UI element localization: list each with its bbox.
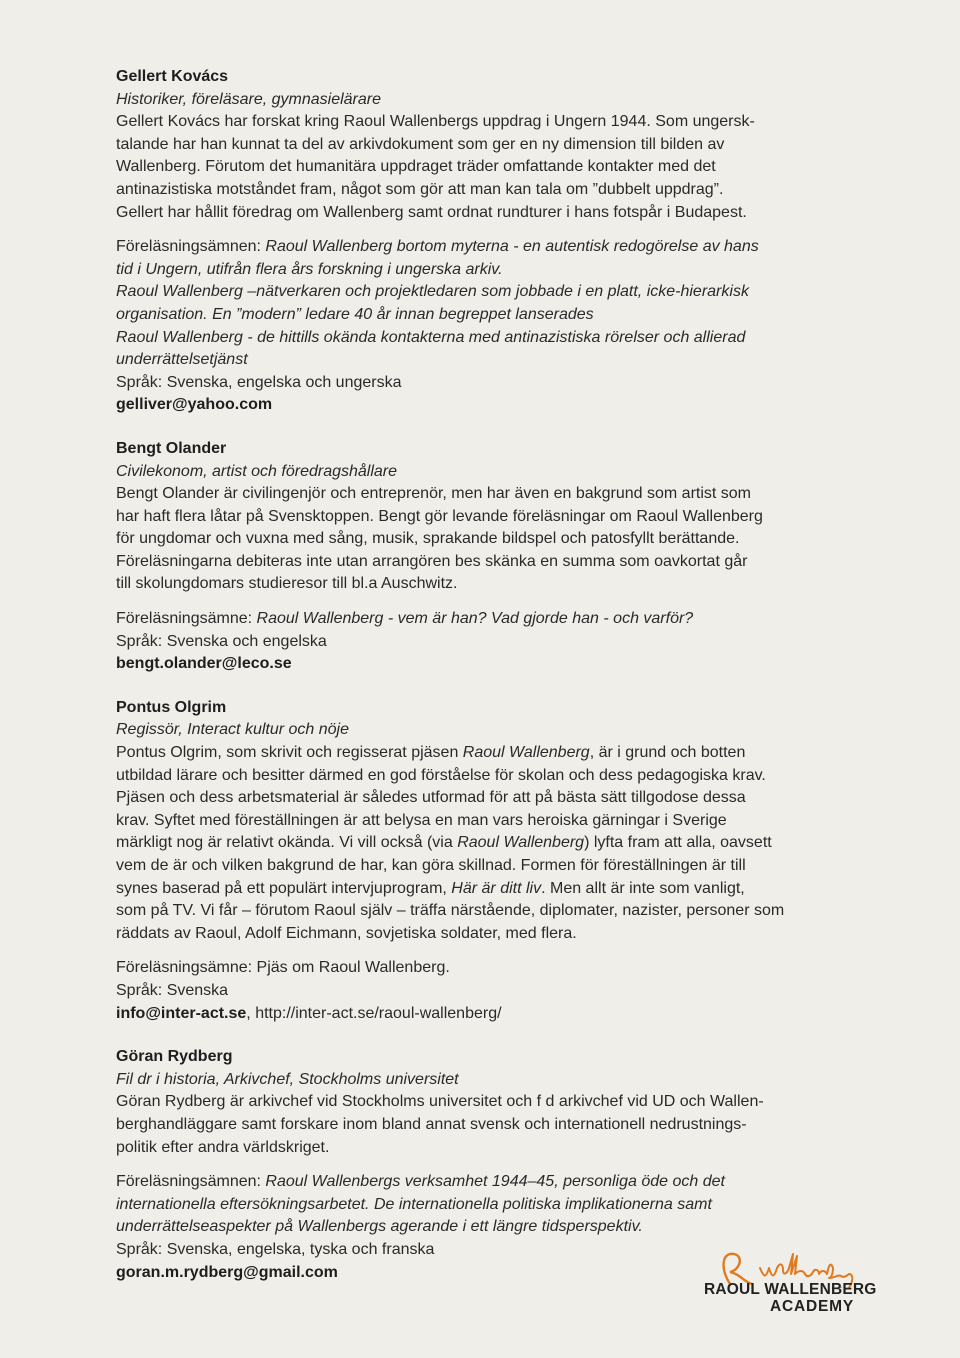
- bio-line: synes baserad på ett populärt intervjuprogram, Här är ditt liv. Men allt är inte som vanligt,: [116, 879, 745, 897]
- bio-line: för ungdomar och vuxna med sång, musik, sprakande bildspel och patosfyllt berättande.: [116, 530, 740, 548]
- bio-line: Föreläsningarna debiteras inte utan arrangören bes skänka en summa som oavkortat går: [116, 552, 748, 570]
- languages: Språk: Svenska, engelska och ungerska: [116, 373, 402, 391]
- person-bio: [116, 1091, 836, 1159]
- topic-line: Raoul Wallenberg –nätverkaren och projektledaren som jobbade i en platt, icke-hierarkisk: [116, 283, 749, 301]
- lecture-topics: [116, 608, 836, 631]
- person-role: Historiker, föreläsare, gymnasielärare: [116, 90, 381, 108]
- bio-line: Gellert Kovács har forskat kring Raoul Wallenbergs uppdrag i Ungern 1944. Som ungersk-: [116, 113, 755, 131]
- bio-line: antinazistiska motståndet fram, något som gör att man kan tala om ”dubbelt uppdrag”.: [116, 180, 724, 198]
- bio-line: har haft flera låtar på Svensktoppen. Bengt gör levande föreläsningar om Raoul Wallenberg: [116, 507, 763, 525]
- logo-line2: ACADEMY: [770, 1298, 854, 1315]
- person-bio: [116, 742, 836, 945]
- bio-line: politik efter andra världskriget.: [116, 1138, 330, 1156]
- languages: Språk: Svenska, engelska, tyska och franska: [116, 1240, 435, 1258]
- lecture-topics: [116, 236, 836, 372]
- person-name: Bengt Olander: [116, 439, 227, 457]
- logo-line1: RAOUL WALLENBERG: [704, 1281, 877, 1298]
- topic-line: Raoul Wallenberg bortom myterna - en autentisk redogörelse av hans: [265, 238, 759, 256]
- languages: Språk: Svenska och engelska: [116, 632, 327, 650]
- person-bengt-olander: [116, 438, 836, 676]
- topics-label: Föreläsningsämne:: [116, 610, 257, 628]
- document-body: [116, 66, 836, 1305]
- person-pontus-olgrim: [116, 697, 836, 1025]
- topic-line: underrättelsetjänst: [116, 351, 248, 369]
- email-link[interactable]: gelliver@yahoo.com: [116, 396, 273, 414]
- topics-label: Föreläsningsämnen:: [116, 1173, 266, 1191]
- person-bio: [116, 483, 836, 596]
- topic-line: organisation. En ”modern” ledare 40 år innan begreppet lanserades: [116, 305, 594, 323]
- bio-line: märkligt nog är relativt okända. Vi vill också (via Raoul Wallenberg) lyfta fram att alla, oavsett: [116, 834, 772, 852]
- bio-line: Bengt Olander är civilingenjör och entreprenör, men har även en bakgrund som artist som: [116, 485, 752, 503]
- topic-line: tid i Ungern, utifrån flera års forskning i ungerska arkiv.: [116, 260, 503, 278]
- person-role: Regissör, Interact kultur och nöje: [116, 721, 350, 739]
- bio-line: Gellert har hållit föredrag om Wallenberg samt ordnat rundturer i hans fotspår i Budapest.: [116, 203, 747, 221]
- bio-line: utbildad lärare och besitter därmed en god förståelse för skolan och dess pedagogiska krav.: [116, 766, 766, 784]
- person-name: Gellert Kovács: [116, 68, 229, 85]
- bio-line: Pontus Olgrim, som skrivit och regisserat pjäsen Raoul Wallenberg, är i grund och botten: [116, 744, 746, 762]
- languages: Språk: Svenska: [116, 981, 229, 999]
- email-link[interactable]: goran.m.rydberg@gmail.com: [116, 1263, 338, 1281]
- topics-label: Föreläsningsämnen:: [116, 238, 266, 256]
- lecture-topics: [116, 1171, 836, 1239]
- topic-line: underrättelseaspekter på Wallenbergs agerande i ett längre tidsperspektiv.: [116, 1218, 643, 1236]
- raoul-wallenberg-academy-logo: [700, 1248, 910, 1318]
- bio-line: Göran Rydberg är arkivchef vid Stockholms universitet och f d arkivchef vid UD och Wallen-: [116, 1093, 764, 1111]
- topic-line: Raoul Wallenbergs verksamhet 1944–45, personliga öde och det: [265, 1173, 725, 1191]
- person-gellert-kovacs: [116, 66, 836, 417]
- bio-line: räddats av Raoul, Adolf Eichmann, sovjetiska soldater, med flera.: [116, 924, 577, 942]
- bio-line: berghandläggare samt forskare inom bland annat svensk och internationell nedrustnings-: [116, 1115, 747, 1133]
- topic-line: Raoul Wallenberg - vem är han? Vad gjorde han - och varför?: [256, 610, 694, 628]
- lecture-topics: Föreläsningsämne: Pjäs om Raoul Wallenberg.: [116, 959, 450, 977]
- person-name: Pontus Olgrim: [116, 698, 227, 716]
- topic-line: Raoul Wallenberg - de hittills okända kontakterna med antinazistiska rörelser och allierad: [116, 328, 746, 346]
- bio-line: Pjäsen och dess arbetsmaterial är således utformad för att på bästa sätt tillgodose dessa: [116, 789, 746, 807]
- bio-line: Wallenberg. Förutom det humanitära uppdraget träder omfattande kontakter med det: [116, 158, 716, 176]
- topic-line: internationella eftersökningsarbetet. De internationella politiska implikationerna samt: [116, 1195, 712, 1213]
- email-link[interactable]: info@inter-act.se: [116, 1004, 247, 1022]
- bio-line: talande har han kunnat ta del av arkivdokument som ger en ny dimension till bilden av: [116, 135, 725, 153]
- bio-line: som på TV. Vi får – förutom Raoul själv – träffa närstående, diplomater, nazister, personer som: [116, 902, 785, 920]
- website-link[interactable]: , http://inter-act.se/raoul-wallenberg/: [246, 1004, 502, 1022]
- person-name: Göran Rydberg: [116, 1048, 233, 1066]
- email-link[interactable]: bengt.olander@leco.se: [116, 655, 292, 673]
- bio-line: vem de är och vilken bakgrund de har, kan göra skillnad. Formen för föreställningen är till: [116, 857, 746, 874]
- person-role: Civilekonom, artist och föredragshållare: [116, 462, 398, 480]
- person-bio: [116, 111, 836, 224]
- contact-line: [116, 1003, 836, 1026]
- person-role: Fil dr i historia, Arkivchef, Stockholms universitet: [116, 1070, 459, 1088]
- bio-line: till skolungdomars studieresor till bl.a Auschwitz.: [116, 575, 458, 593]
- bio-line: krav. Syftet med föreställningen är att belysa en man vars heroiska gärningar i Sverige: [116, 811, 727, 829]
